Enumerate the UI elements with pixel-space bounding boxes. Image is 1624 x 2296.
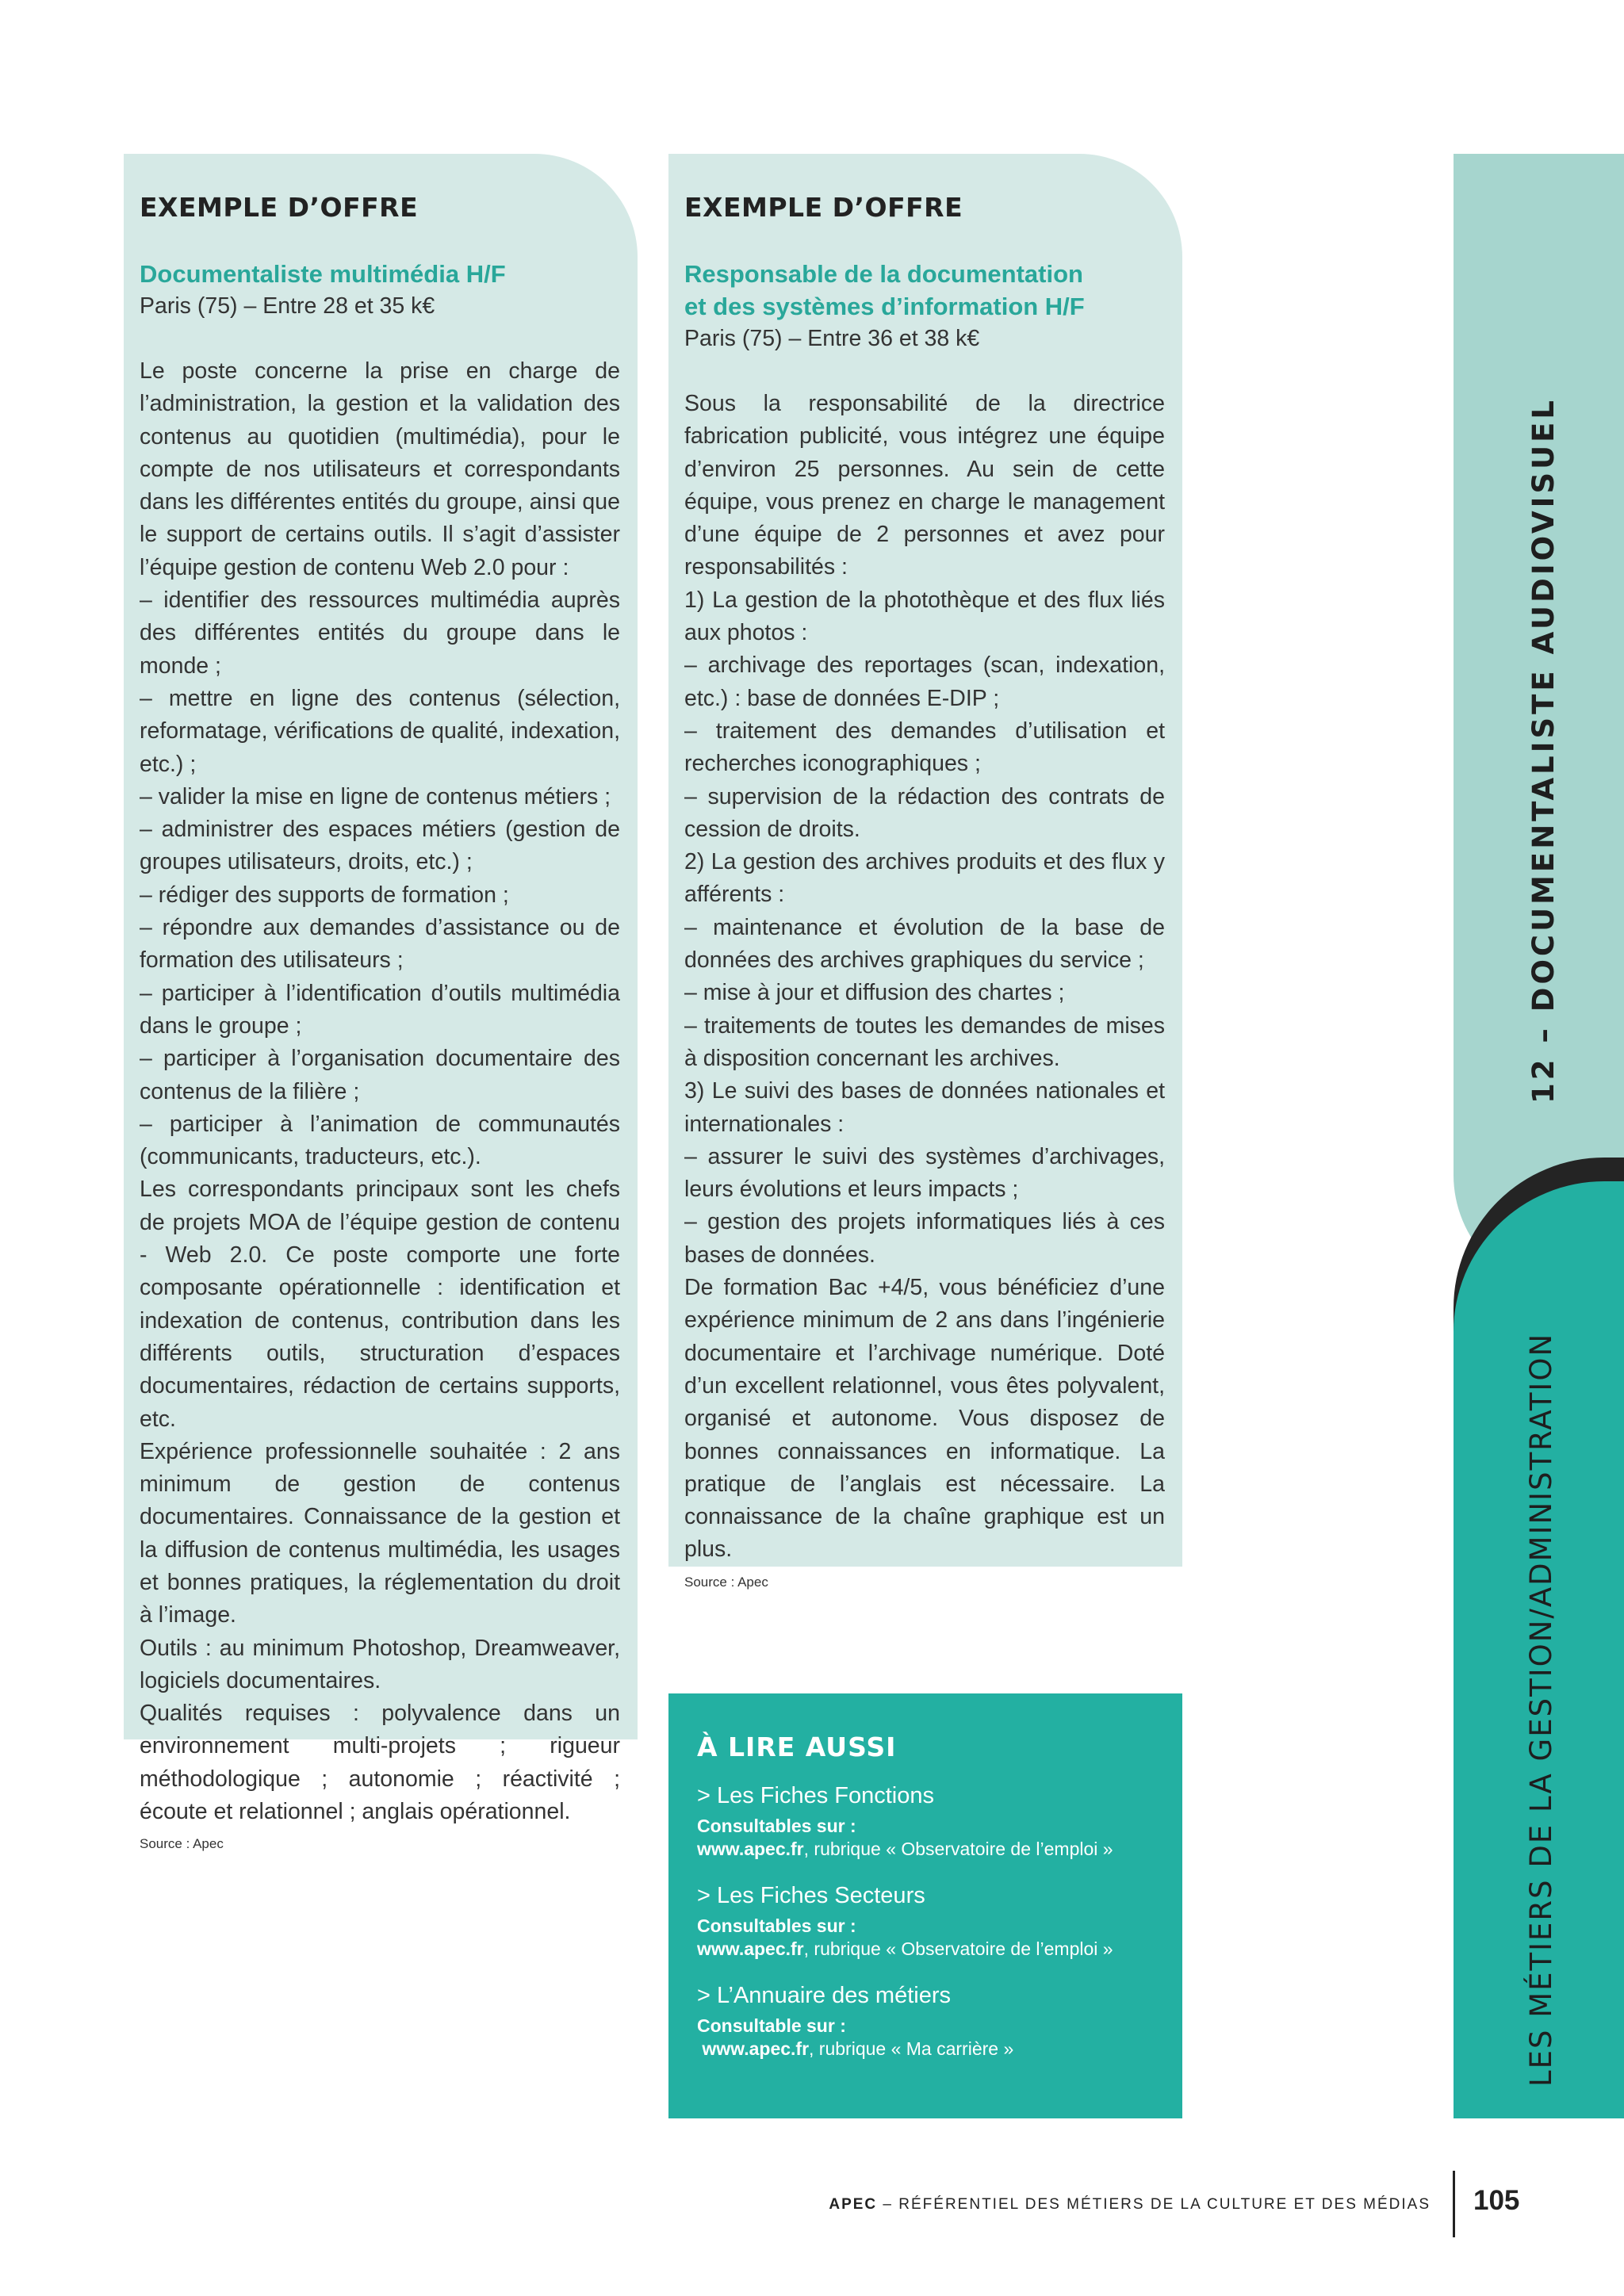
read-also-rubrique: , rubrique « Observatoire de l’emploi » [803,1938,1113,1959]
read-also-url-line [697,1837,1159,1861]
job-title-line2: et des systèmes d’information H/F [684,293,1085,320]
job-description: Sous la responsabilité de la directrice fabrication publicité, vous intégrez une équipe d’environ 25 personnes. Au sein de cette équipe, vous prenez en charge le management d’une équipe de 2 personnes et avez pour responsabilités : 1) La gestion de la photothèque et des flux liés aux photos : – archivage des reportages (scan, indexation, etc.) : base de données E-DIP ; – traitement des demandes d’utilisation et recherches iconographiques ; – supervision de la rédaction des contrats de cession de droits. 2) La gestion des archives produits et des flux y afférents : – maintenance et évolution de la base de données des archives graphiques du service ; – mise à jour et diffusion des chartes ; – traitements de toutes les demandes de mises à disposition concernant les archives. 3) Le suivi des bases de données nationales et internationales : – assurer le suivi des systèmes d’archivages, leurs évolutions et leurs impacts ; – gestion des projets informatiques liés à ces bases de données. De formation Bac +4/5, vous bénéficiez d’une expérience minimum de 2 ans dans l’ingénierie documentaire et l’archivage numérique. Doté d’un excellent relationnel, vous êtes polyvalent, organisé et autonome. Vous disposez de bonnes connaissances en informatique. La pratique de l’anglais est nécessaire. La connaissance de la chaîne graphique est un plus. [684,391,1165,1563]
read-also-title: À LIRE AUSSI [697,1732,897,1762]
read-also-link[interactable]: > Les Fiches Fonctions [697,1783,935,1808]
read-also-link[interactable]: > Les Fiches Secteurs [697,1883,925,1908]
read-also-rubrique: , rubrique « Observatoire de l’emploi » [803,1839,1113,1859]
source-note: Source : Apec [684,1574,768,1590]
footer-title: – RÉFÉRENTIEL DES MÉTIERS DE LA CULTURE ET DES MÉDIAS [877,2196,1431,2213]
read-also-url-line [697,1937,1159,1961]
read-also-rubrique: , rubrique « Ma carrière » [809,2038,1014,2059]
read-also-label: Consultables sur : [697,1816,856,1836]
read-also-link[interactable]: > L’Annuaire des métiers [697,1983,951,2008]
job-description: Le poste concerne la prise en charge de l’administration, la gestion et la validation des contenus au quotidien (multimédia), pour le compte de nos utilisateurs et correspondants dans les différentes entités du groupe, ainsi que le support de certains outils. Il s’agit d’assister l’équipe gestion de contenu Web 2.0 pour : – identifier des ressources multimédia auprès des différentes entités du groupe dans le monde ; – mettre en ligne des contenus (sélection, reformatage, vérifications de qualité, indexation, etc.) ; – valider la mise en ligne de contenus métiers ; – administrer des espaces métiers (gestion de groupes utilisateurs, droits, etc.) ; – rédiger des supports de formation ; – répondre aux demandes d’assistance ou de formation des utilisateurs ; – participer à l’identification d’outils multimédia dans le groupe ; – participer à l’organisation documentaire des contenus de la filière ; – participer à l’animation de communautés (communicants, traducteurs, etc.). Les correspondants principaux sont les chefs de projets MOA de l’équipe gestion de contenu - Web 2.0. Ce poste comporte une forte composante opérationnelle : identification et indexation de contenus, contribution dans les différents outils, structuration d’espaces documentaires, rédaction de certains supports, etc. Expérience professionnelle souhaitée : 2 ans minimum de gestion de contenus documentaires. Connaissance de la gestion et la diffusion de contenus multimédia, les usages et bonnes pratiques, la réglementation du droit à l’image. Outils : au minimum Photoshop, Dreamweaver, logiciels documentaires. Qualités requises : polyvalence dans un environnement multi-projets ; rigueur méthodologique ; autonomie ; réactivité ; écoute et relationnel ; anglais opérationnel. [140,358,620,1825]
job-location-salary: Paris (75) – Entre 36 et 38 k€ [684,326,980,351]
section-title-vertical: LES MÉTIERS DE LA GESTION/ADMINISTRATION [1524,1332,1558,2087]
footer-separator [1453,2171,1455,2237]
chapter-title-vertical: 12 – DOCUMENTALISTE AUDIOVISUEL [1526,397,1561,1104]
read-also-url-line [697,2037,1159,2061]
read-also-item [697,1780,1159,1861]
footer-running-title [829,2196,1431,2214]
offer-heading: EXEMPLE D’OFFRE [684,192,963,223]
read-also-url[interactable]: www.apec.fr [697,1938,804,1959]
read-also-box [668,1693,1182,2118]
job-title: Documentaliste multimédia H/F [140,260,506,288]
read-also-label: Consultable sur : [697,2015,846,2036]
footer-brand: APEC [829,2196,878,2213]
read-also-item [697,1980,1159,2061]
offer-card-left [124,154,638,1852]
read-also-url[interactable]: www.apec.fr [697,1839,804,1859]
read-also-url[interactable]: www.apec.fr [702,2038,810,2059]
read-also-label: Consultables sur : [697,1915,856,1936]
offer-heading: EXEMPLE D’OFFRE [140,192,419,223]
read-also-item [697,1880,1159,1961]
job-title-line1: Responsable de la documentation [684,260,1083,288]
job-location-salary: Paris (75) – Entre 28 et 35 k€ [140,293,435,319]
offer-card-right [668,154,1182,1590]
source-note: Source : Apec [140,1836,224,1852]
page-number: 105 [1473,2185,1520,2216]
